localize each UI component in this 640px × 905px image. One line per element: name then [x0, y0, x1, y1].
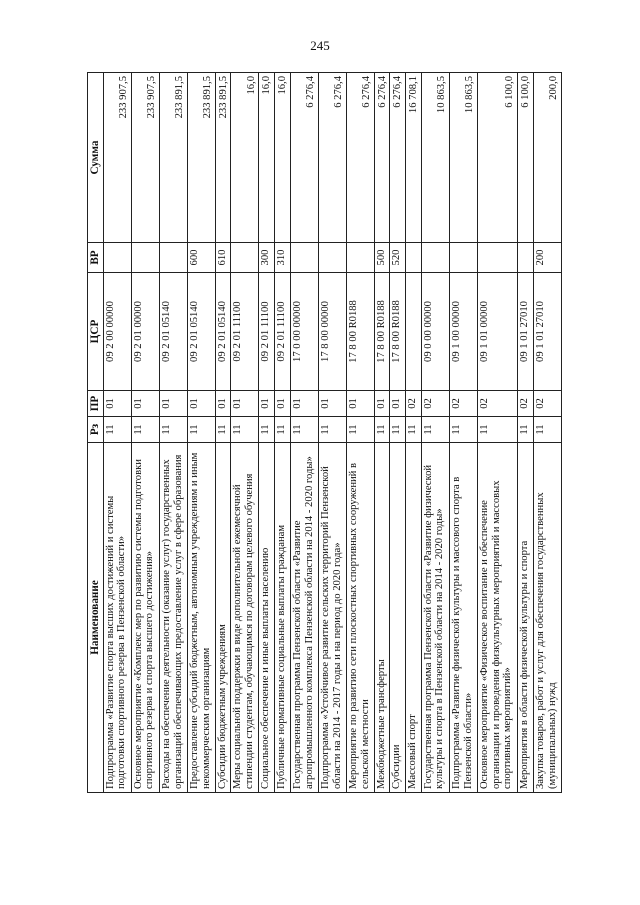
cell-name: Массовый спорт — [406, 443, 422, 793]
cell-name: Социальное обеспечение и иные выплаты населению — [259, 443, 275, 793]
cell-rz: 11 — [406, 417, 422, 443]
table-row — [518, 73, 534, 793]
cell-vr — [159, 243, 187, 273]
cell-vr: 200 — [533, 243, 561, 273]
budget-table-container — [87, 73, 562, 793]
cell-rz: 11 — [290, 417, 318, 443]
table-row — [374, 73, 390, 793]
cell-name: Публичные нормативные социальные выплаты гражданам — [275, 443, 291, 793]
cell-pr: 01 — [390, 391, 406, 417]
cell-rz: 11 — [103, 417, 131, 443]
cell-sum: 6 276,4 — [318, 73, 346, 243]
cell-sum: 233 891,5 — [215, 73, 231, 243]
cell-name: Государственная программа Пензенской области «Развитие физической культуры и спорта в Пензенской области на 2014 - 2020 годы» — [421, 443, 449, 793]
cell-name: Мероприятия в области физической культуры и спорта — [518, 443, 534, 793]
cell-name: Подпрограмма «Устойчивое развитие сельских территорий Пензенской области на 2014 - 2017 годы и на период до 2020 года» — [318, 443, 346, 793]
table-row — [346, 73, 374, 793]
table-row — [103, 73, 131, 793]
header-sum: Сумма — [88, 73, 104, 243]
cell-pr: 01 — [103, 391, 131, 417]
header-csr: ЦСР — [88, 273, 104, 391]
cell-sum: 233 907,5 — [131, 73, 159, 243]
cell-sum: 6 100,0 — [518, 73, 534, 243]
cell-vr: 610 — [215, 243, 231, 273]
cell-pr: 02 — [406, 391, 422, 417]
cell-vr: 300 — [259, 243, 275, 273]
cell-sum: 200,0 — [533, 73, 561, 243]
cell-pr: 02 — [518, 391, 534, 417]
cell-pr: 01 — [159, 391, 187, 417]
cell-sum: 10 863,5 — [421, 73, 449, 243]
cell-rz: 11 — [421, 417, 449, 443]
cell-vr — [103, 243, 131, 273]
cell-pr: 01 — [318, 391, 346, 417]
cell-sum: 16,0 — [275, 73, 291, 243]
cell-name: Субсидии — [390, 443, 406, 793]
table-header-row — [88, 73, 104, 793]
table-row — [318, 73, 346, 793]
cell-rz: 11 — [346, 417, 374, 443]
cell-sum: 6 100,0 — [477, 73, 518, 243]
cell-pr: 01 — [131, 391, 159, 417]
cell-vr — [406, 243, 422, 273]
cell-rz: 11 — [187, 417, 215, 443]
cell-name: Подпрограмма «Развитие спорта высших достижений и системы подготовки спортивного резерва в Пензенской области» — [103, 443, 131, 793]
cell-csr: 09 1 01 27010 — [518, 273, 534, 391]
cell-sum: 6 276,4 — [374, 73, 390, 243]
cell-csr: 09 2 01 00000 — [131, 273, 159, 391]
cell-rz: 11 — [275, 417, 291, 443]
table-row — [187, 73, 215, 793]
cell-vr: 600 — [187, 243, 215, 273]
cell-pr: 02 — [477, 391, 518, 417]
header-name: Наименование — [88, 443, 104, 793]
cell-rz: 11 — [533, 417, 561, 443]
table-row — [231, 73, 259, 793]
cell-csr: 09 1 01 27010 — [533, 273, 561, 391]
cell-pr: 01 — [215, 391, 231, 417]
cell-pr: 02 — [449, 391, 477, 417]
cell-rz: 11 — [231, 417, 259, 443]
cell-sum: 10 863,5 — [449, 73, 477, 243]
table-row — [477, 73, 518, 793]
cell-sum: 16,0 — [231, 73, 259, 243]
cell-sum: 233 891,5 — [159, 73, 187, 243]
cell-name: Подпрограмма «Развитие физической культуры и массового спорта в Пензенской области» — [449, 443, 477, 793]
table-row — [390, 73, 406, 793]
cell-rz: 11 — [374, 417, 390, 443]
cell-csr: 09 1 00 00000 — [449, 273, 477, 391]
cell-vr — [449, 243, 477, 273]
cell-pr: 01 — [374, 391, 390, 417]
cell-pr: 01 — [231, 391, 259, 417]
cell-vr — [477, 243, 518, 273]
cell-name: Межбюджетные трансферты — [374, 443, 390, 793]
cell-vr: 520 — [390, 243, 406, 273]
cell-name: Мероприятие по развитию сети плоскостных спортивных сооружений в сельской местности — [346, 443, 374, 793]
cell-name: Закупка товаров, работ и услуг для обеспечения государственных (муниципальных) нужд — [533, 443, 561, 793]
cell-rz: 11 — [259, 417, 275, 443]
cell-name: Меры социальной поддержки в виде дополнительной ежемесячной стипендии студентам, обучающимся по договорам целевого обучения — [231, 443, 259, 793]
cell-pr: 01 — [275, 391, 291, 417]
cell-rz: 11 — [518, 417, 534, 443]
table-row — [275, 73, 291, 793]
cell-pr: 02 — [533, 391, 561, 417]
cell-rz: 11 — [449, 417, 477, 443]
cell-rz: 11 — [131, 417, 159, 443]
cell-vr — [318, 243, 346, 273]
cell-vr — [131, 243, 159, 273]
cell-csr: 09 2 01 05140 — [159, 273, 187, 391]
cell-pr: 02 — [421, 391, 449, 417]
table-row — [533, 73, 561, 793]
cell-rz: 11 — [215, 417, 231, 443]
header-pr: ПР — [88, 391, 104, 417]
cell-vr — [346, 243, 374, 273]
cell-pr: 01 — [290, 391, 318, 417]
cell-csr: 09 2 01 11100 — [259, 273, 275, 391]
cell-csr: 17 8 00 R0188 — [346, 273, 374, 391]
cell-sum: 6 276,4 — [390, 73, 406, 243]
cell-rz: 11 — [159, 417, 187, 443]
cell-csr: 17 8 00 R0188 — [374, 273, 390, 391]
cell-vr — [290, 243, 318, 273]
cell-vr — [518, 243, 534, 273]
cell-rz: 11 — [318, 417, 346, 443]
cell-csr: 09 0 00 00000 — [421, 273, 449, 391]
cell-name: Предоставление субсидий бюджетным, автономным учреждениям и иным некоммерческим организациям — [187, 443, 215, 793]
cell-rz: 11 — [477, 417, 518, 443]
cell-csr: 09 2 01 05140 — [187, 273, 215, 391]
cell-csr: 09 2 01 11100 — [275, 273, 291, 391]
cell-pr: 01 — [346, 391, 374, 417]
header-rz: Рз — [88, 417, 104, 443]
table-row — [215, 73, 231, 793]
cell-csr: 09 2 00 00000 — [103, 273, 131, 391]
cell-name: Основное мероприятие «Физическое воспитание и обеспечение организации и проведения физкультурных мероприятий и массовых спортивных мероприятий» — [477, 443, 518, 793]
cell-sum: 6 276,4 — [346, 73, 374, 243]
cell-rz: 11 — [390, 417, 406, 443]
table-row — [421, 73, 449, 793]
table-row — [449, 73, 477, 793]
table-row — [131, 73, 159, 793]
cell-vr — [421, 243, 449, 273]
cell-csr — [406, 273, 422, 391]
cell-vr: 500 — [374, 243, 390, 273]
table-row — [406, 73, 422, 793]
cell-sum: 16,0 — [259, 73, 275, 243]
table-row — [259, 73, 275, 793]
cell-csr: 09 2 01 11100 — [231, 273, 259, 391]
cell-csr: 09 1 01 00000 — [477, 273, 518, 391]
cell-name: Основное мероприятие «Комплекс мер по развитию системы подготовки спортивного резерва и спорта высшего достижения» — [131, 443, 159, 793]
cell-csr: 17 8 00 R0188 — [390, 273, 406, 391]
cell-csr: 17 0 00 00000 — [290, 273, 318, 391]
cell-name: Расходы на обеспечение деятельности (оказание услуг) государственных организаций обеспечивающих предоставление услуг в сфере образования — [159, 443, 187, 793]
cell-sum: 233 891,5 — [187, 73, 215, 243]
header-vr: ВР — [88, 243, 104, 273]
table-row — [159, 73, 187, 793]
cell-sum: 16 708,1 — [406, 73, 422, 243]
page-number: 245 — [310, 38, 330, 53]
cell-csr: 17 8 00 00000 — [318, 273, 346, 391]
cell-name: Субсидии бюджетным учреждениям — [215, 443, 231, 793]
cell-pr: 01 — [259, 391, 275, 417]
budget-table — [87, 72, 562, 793]
cell-vr: 310 — [275, 243, 291, 273]
cell-csr: 09 2 01 05140 — [215, 273, 231, 391]
cell-name: Государственная программа Пензенской области «Развитие агропромышленного комплекса Пензенской области на 2014 - 2020 годы» — [290, 443, 318, 793]
cell-sum: 233 907,5 — [103, 73, 131, 243]
cell-sum: 6 276,4 — [290, 73, 318, 243]
cell-vr — [231, 243, 259, 273]
table-row — [290, 73, 318, 793]
cell-pr: 01 — [187, 391, 215, 417]
